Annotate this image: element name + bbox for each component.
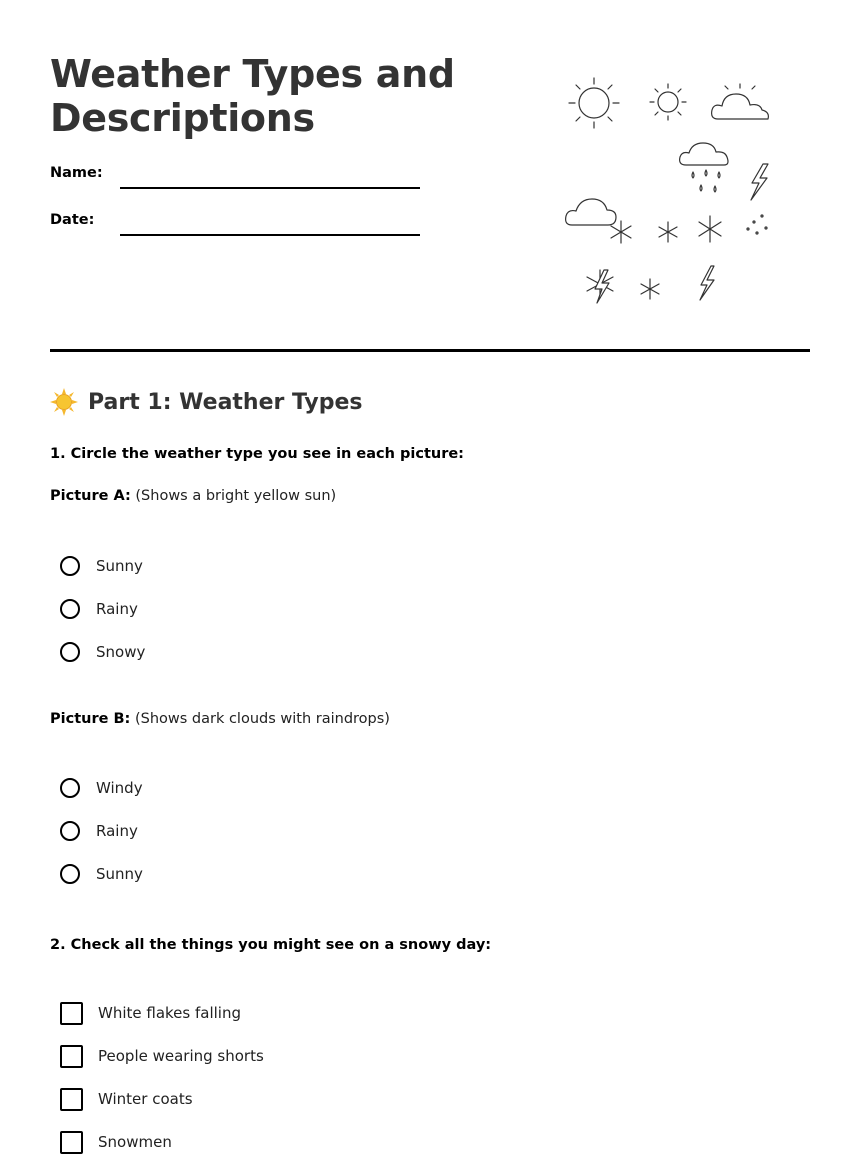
snowflake-icon <box>611 216 721 299</box>
checkbox-option-winter-coats[interactable] <box>60 1087 193 1111</box>
option-label: Snowmen <box>98 1133 172 1151</box>
section-divider <box>50 349 810 352</box>
date-field[interactable] <box>120 234 420 236</box>
radio-option-snowy-a[interactable] <box>60 640 145 664</box>
checkbox[interactable] <box>60 1045 83 1068</box>
radio-button[interactable] <box>60 821 80 841</box>
name-label: Name: <box>50 165 103 181</box>
picture-b-line <box>50 711 390 727</box>
snow-cloud-icon <box>566 199 616 225</box>
option-label: Sunny <box>96 557 143 575</box>
part1-heading <box>50 388 363 416</box>
title-line-2: Descriptions <box>50 96 315 140</box>
option-label: Rainy <box>96 600 138 618</box>
name-field[interactable] <box>120 187 420 189</box>
radio-option-sunny-a[interactable] <box>60 554 143 578</box>
option-label: People wearing shorts <box>98 1047 264 1065</box>
checkbox[interactable] <box>60 1088 83 1111</box>
cloud-icon <box>712 84 769 119</box>
title-line-1: Weather Types and <box>50 52 455 96</box>
sparkle-icon <box>747 215 767 234</box>
option-label: Winter coats <box>98 1090 193 1108</box>
date-label: Date: <box>50 212 95 228</box>
worksheet-title <box>50 52 470 140</box>
option-label: Rainy <box>96 822 138 840</box>
option-label: Sunny <box>96 865 143 883</box>
picture-a-description: (Shows a bright yellow sun) <box>130 488 337 504</box>
radio-button[interactable] <box>60 778 80 798</box>
sun-icon <box>569 78 619 128</box>
picture-b-description: (Shows dark clouds with raindrops) <box>130 711 390 727</box>
option-label: White flakes falling <box>98 1004 241 1022</box>
question-1-prompt: 1. Circle the weather type you see in each picture: <box>50 446 464 462</box>
small-sun-icon <box>650 84 686 120</box>
radio-button[interactable] <box>60 864 80 884</box>
weather-doodles <box>556 70 786 310</box>
picture-a-label: Picture A: <box>50 488 131 504</box>
option-label: Snowy <box>96 643 146 661</box>
radio-option-windy-b[interactable] <box>60 776 143 800</box>
checkbox-option-snowmen[interactable] <box>60 1130 172 1154</box>
sun-emoji-icon <box>50 388 78 416</box>
lightning-icon <box>751 164 768 200</box>
checkbox-option-shorts[interactable] <box>60 1044 264 1068</box>
checkbox[interactable] <box>60 1002 83 1025</box>
rain-cloud-icon <box>680 143 728 192</box>
radio-option-rainy-a[interactable] <box>60 597 138 621</box>
radio-option-sunny-b[interactable] <box>60 862 143 886</box>
checkbox-option-white-flakes[interactable] <box>60 1001 241 1025</box>
radio-button[interactable] <box>60 556 80 576</box>
part1-heading-text: Part 1: Weather Types <box>88 389 363 415</box>
option-label: Windy <box>96 779 143 797</box>
picture-b-label: Picture B: <box>50 711 131 727</box>
picture-a-line <box>50 488 336 504</box>
question-2-prompt: 2. Check all the things you might see on a snowy day: <box>50 937 492 953</box>
radio-button[interactable] <box>60 599 80 619</box>
radio-button[interactable] <box>60 642 80 662</box>
checkbox[interactable] <box>60 1131 83 1154</box>
radio-option-rainy-b[interactable] <box>60 819 138 843</box>
